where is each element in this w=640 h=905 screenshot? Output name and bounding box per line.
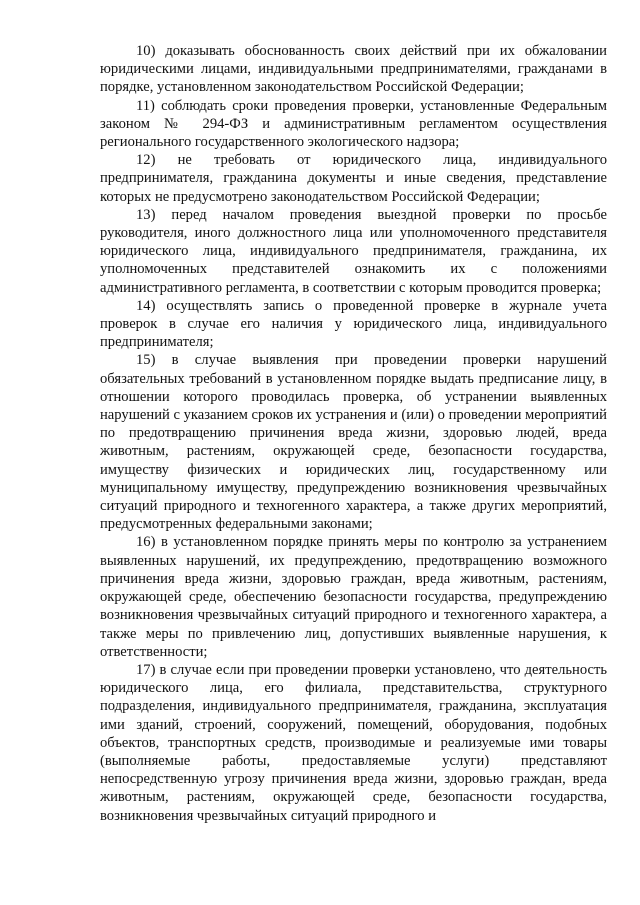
paragraph-item-13: 13) перед началом проведения выездной проверки по просьбе руководителя, иного должностного лица или уполномоченного представителя юридического лица, индивидуального предпринимателя, гражданина, их уполномоченных представителей ознакомить их с положениями административного регламента, в соответствии с которым проводится проверка; <box>100 206 607 296</box>
paragraph-item-16: 16) в установленном порядке принять меры по контролю за устранением выявленных нарушений, их предупреждению, предотвращению возможного причинения вреда жизни, здоровью граждан, вреда животным, растениям, окружающей среде, обеспечению безопасности государства, предупреждению возникновения чрезвычайных ситуаций природного и техногенного характера, а также меры по привлечению лиц, допустивших выявленные нарушения, к ответственности; <box>100 534 607 660</box>
paragraph-item-11: 11) соблюдать сроки проведения проверки, установленные Федеральным законом № 294-ФЗ и административным регламентом осуществления регионального государственного экологического надзора; <box>100 97 607 151</box>
paragraph-item-12: 12) не требовать от юридического лица, индивидуального предпринимателя, гражданина документы и иные сведения, представление которых не предусмотрено законодательством Российской Федерации; <box>100 152 607 205</box>
document-body <box>100 42 607 825</box>
paragraph-item-10: 10) доказывать обоснованность своих действий при их обжаловании юридическими лицами, индивидуальными предпринимателями, гражданами в порядке, установленном законодательством Российской Федерации; <box>100 43 607 96</box>
paragraph-item-17: 17) в случае если при проведении проверки установлено, что деятельность юридического лица, его филиала, представительства, структурного подразделения, индивидуального предпринимателя, гражданина, эксплуатация ими зданий, строений, сооружений, помещений, оборудования, подобных объектов, транспортных средств, производимые и реализуемые ими товары (выполняемые работы, предоставляемые услуги) представляют непосредственную угрозу причинения вреда жизни, здоровью граждан, вреда животным, растениям, окружающей среде, безопасности государства, возникновения чрезвычайных ситуаций природного и <box>100 661 607 824</box>
paragraph-item-15: 15) в случае выявления при проведении проверки нарушений обязательных требований в установленном порядке выдать предписание лицу, в отношении которого проводилась проверка, об устранении выявленных нарушений с указанием сроков их устранения и (или) о проведении мероприятий по предотвращению причинения вреда жизни, здоровью людей, вреда животным, растениям, окружающей среде, безопасности государства, имуществу физических и юридических лиц, государственному или муниципальному имуществу, предупреждению возникновения чрезвычайных ситуаций природного и техногенного характера, а также других мероприятий, предусмотренных федеральными законами; <box>100 352 607 533</box>
paragraph-item-14: 14) осуществлять запись о проведенной проверке в журнале учета проверок в случае его наличия у юридического лица, индивидуального предпринимателя; <box>100 297 607 351</box>
